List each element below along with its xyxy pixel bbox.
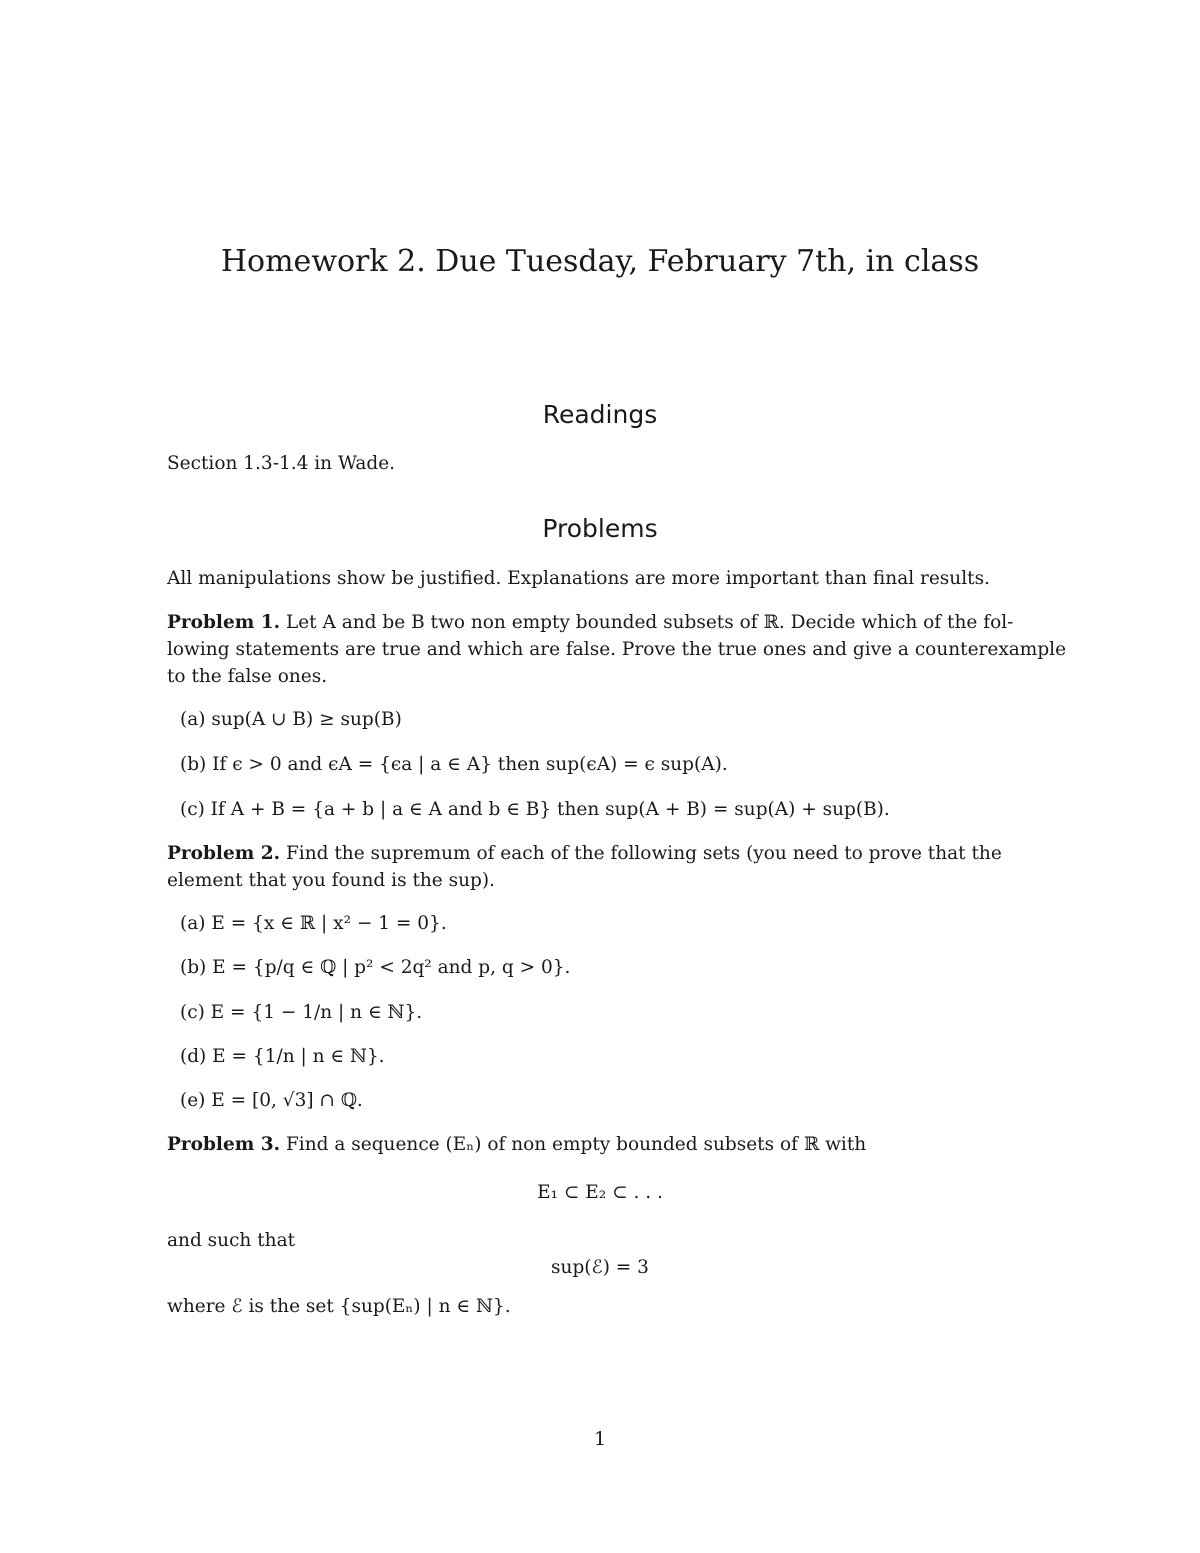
problem-1-line-2: lowing statements are true and which are false. Prove the true ones and give a counterexample	[167, 639, 1067, 660]
page-number: 1	[593, 1428, 607, 1450]
problem-2-item-e: (e) E = [0, √3] ∩ ℚ.	[180, 1090, 363, 1111]
problem-3-line-2: and such that	[167, 1230, 296, 1251]
problem-3-line-3: where ℰ is the set {sup(Eₙ) | n ∈ ℕ}.	[167, 1296, 511, 1317]
problem-1-line-1	[167, 612, 1013, 633]
problem-2-item-b: (b) E = {p/q ∈ ℚ | p² < 2q² and p, q > 0}.	[180, 957, 571, 978]
problem-2-item-a: (a) E = {x ∈ ℝ | x² − 1 = 0}.	[180, 913, 447, 934]
problem-2-line-1	[167, 843, 1002, 864]
problems-heading: Problems	[542, 514, 658, 543]
problem-2-item-d: (d) E = {1/n | n ∈ ℕ}.	[180, 1046, 385, 1067]
readings-text: Section 1.3-1.4 in Wade.	[167, 453, 396, 474]
problem-1-item-c: (c) If A + B = {a + b | a ∈ A and b ∈ B} then sup(A + B) = sup(A) + sup(B).	[180, 799, 890, 820]
problem-1-line-3: to the false ones.	[167, 666, 328, 687]
problem-2-label: Problem 2.	[167, 843, 281, 864]
problem-3-label: Problem 3.	[167, 1134, 281, 1155]
problem-3-line-1	[167, 1134, 866, 1155]
problem-3-text-1: Find a sequence (Eₙ) of non empty bounded subsets of ℝ with	[285, 1134, 867, 1155]
problem-2-text-1: Find the supremum of each of the following sets (you need to prove that the	[285, 843, 1002, 864]
document-title: Homework 2. Due Tuesday, February 7th, in class	[220, 244, 980, 279]
problem-3-display-1: E₁ ⊂ E₂ ⊂ . . .	[537, 1182, 663, 1203]
problems-intro: All manipulations show be justified. Explanations are more important than final results.	[167, 568, 990, 589]
problem-1-item-b: (b) If ϵ > 0 and ϵA = {ϵa | a ∈ A} then sup(ϵA) = ϵ sup(A).	[180, 754, 728, 775]
problem-2-item-c: (c) E = {1 − 1/n | n ∈ ℕ}.	[180, 1002, 423, 1023]
problem-1-text-1: Let A and be B two non empty bounded subsets of ℝ. Decide which of the fol-	[285, 612, 1014, 633]
problem-3-display-2: sup(ℰ) = 3	[551, 1257, 649, 1278]
problem-1-item-a: (a) sup(A ∪ B) ≥ sup(B)	[180, 709, 402, 730]
problem-2-line-2: element that you found is the sup).	[167, 870, 495, 891]
readings-heading: Readings	[542, 400, 658, 429]
problem-1-label: Problem 1.	[167, 612, 281, 633]
